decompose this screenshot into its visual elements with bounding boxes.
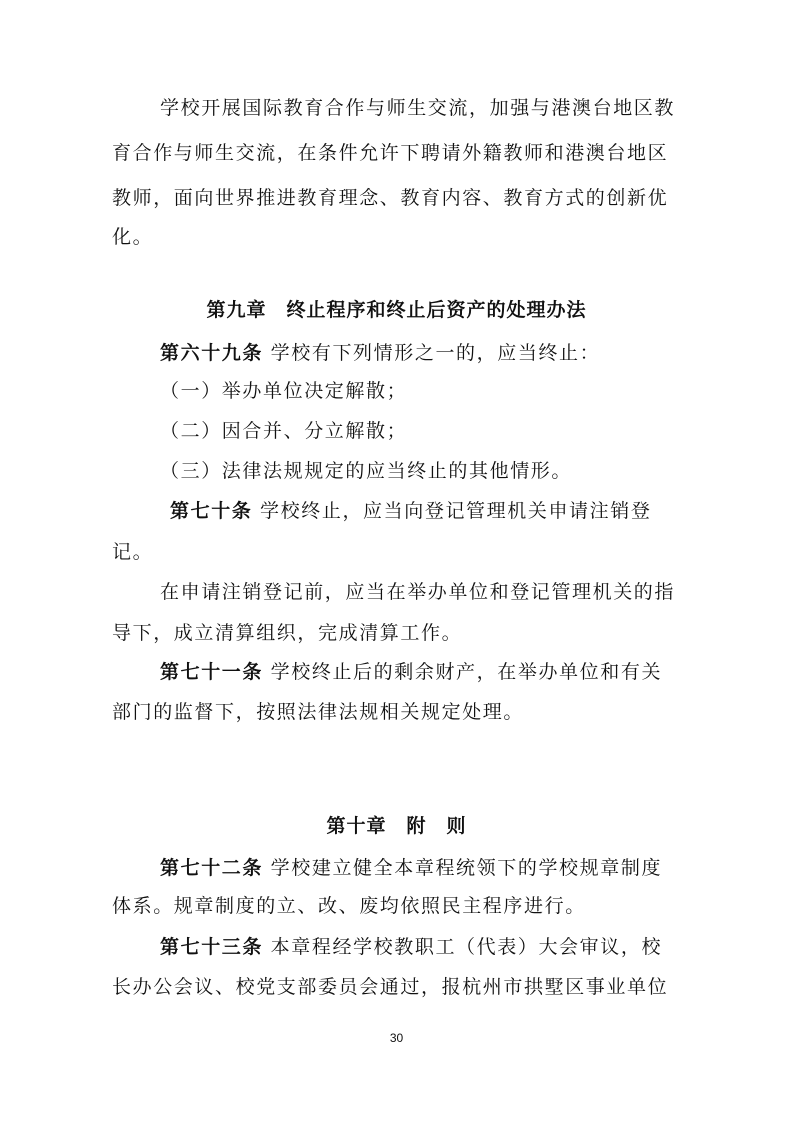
article-label: 第七十一条 <box>160 661 264 683</box>
article-label: 第七十三条 <box>160 936 264 958</box>
article-label: 第七十二条 <box>160 857 264 879</box>
article-text: 学校终止后的剩余财产，在举办单位和有关 <box>270 661 663 683</box>
article-label: 第六十九条 <box>160 342 264 364</box>
list-item: （二）因合并、分立解散； <box>160 420 408 442</box>
article-text: 学校终止，应当向登记管理机关申请注销登 <box>260 500 652 522</box>
article-line <box>160 856 740 880</box>
article-line <box>160 660 740 684</box>
page-number: 30 <box>389 1031 404 1045</box>
chapter-heading: 第九章 终止程序和终止后资产的处理办法 <box>206 299 587 321</box>
paragraph-line: 化。 <box>112 226 154 248</box>
list-item: （一）举办单位决定解散； <box>160 380 408 402</box>
article-line: 部门的监督下，按照法律法规相关规定处理。 <box>112 701 525 723</box>
paragraph-line: 学校开展国际教育合作与师生交流，加强与港澳台地区教 <box>160 97 676 119</box>
article-line <box>160 341 740 365</box>
paragraph-line: 在申请注销登记前，应当在举办单位和登记管理机关的指 <box>160 581 676 603</box>
article-line: 体系。规章制度的立、改、废均依照民主程序进行。 <box>112 895 586 917</box>
article-line <box>160 935 740 959</box>
article-text: 学校建立健全本章程统领下的学校规章制度 <box>270 857 663 879</box>
article-line: 记。 <box>112 541 154 563</box>
article-label: 第七十条 <box>170 500 253 522</box>
paragraph-line: 导下，成立清算组织，完成清算工作。 <box>112 622 463 644</box>
paragraph-line: 育合作与师生交流，在条件允许下聘请外籍教师和港澳台地区 <box>112 142 669 164</box>
chapter-heading: 第十章 附 则 <box>326 815 467 837</box>
paragraph-line: 教师，面向世界推进教育理念、教育内容、教育方式的创新优 <box>112 187 669 209</box>
list-item: （三）法律法规规定的应当终止的其他情形。 <box>160 460 573 482</box>
article-line <box>170 499 750 523</box>
article-text: 学校有下列情形之一的，应当终止： <box>270 342 601 364</box>
article-text: 本章程经学校教职工（代表）大会审议，校 <box>270 936 663 958</box>
article-line: 长办公会议、校党支部委员会通过，报杭州市拱墅区事业单位 <box>112 976 669 998</box>
